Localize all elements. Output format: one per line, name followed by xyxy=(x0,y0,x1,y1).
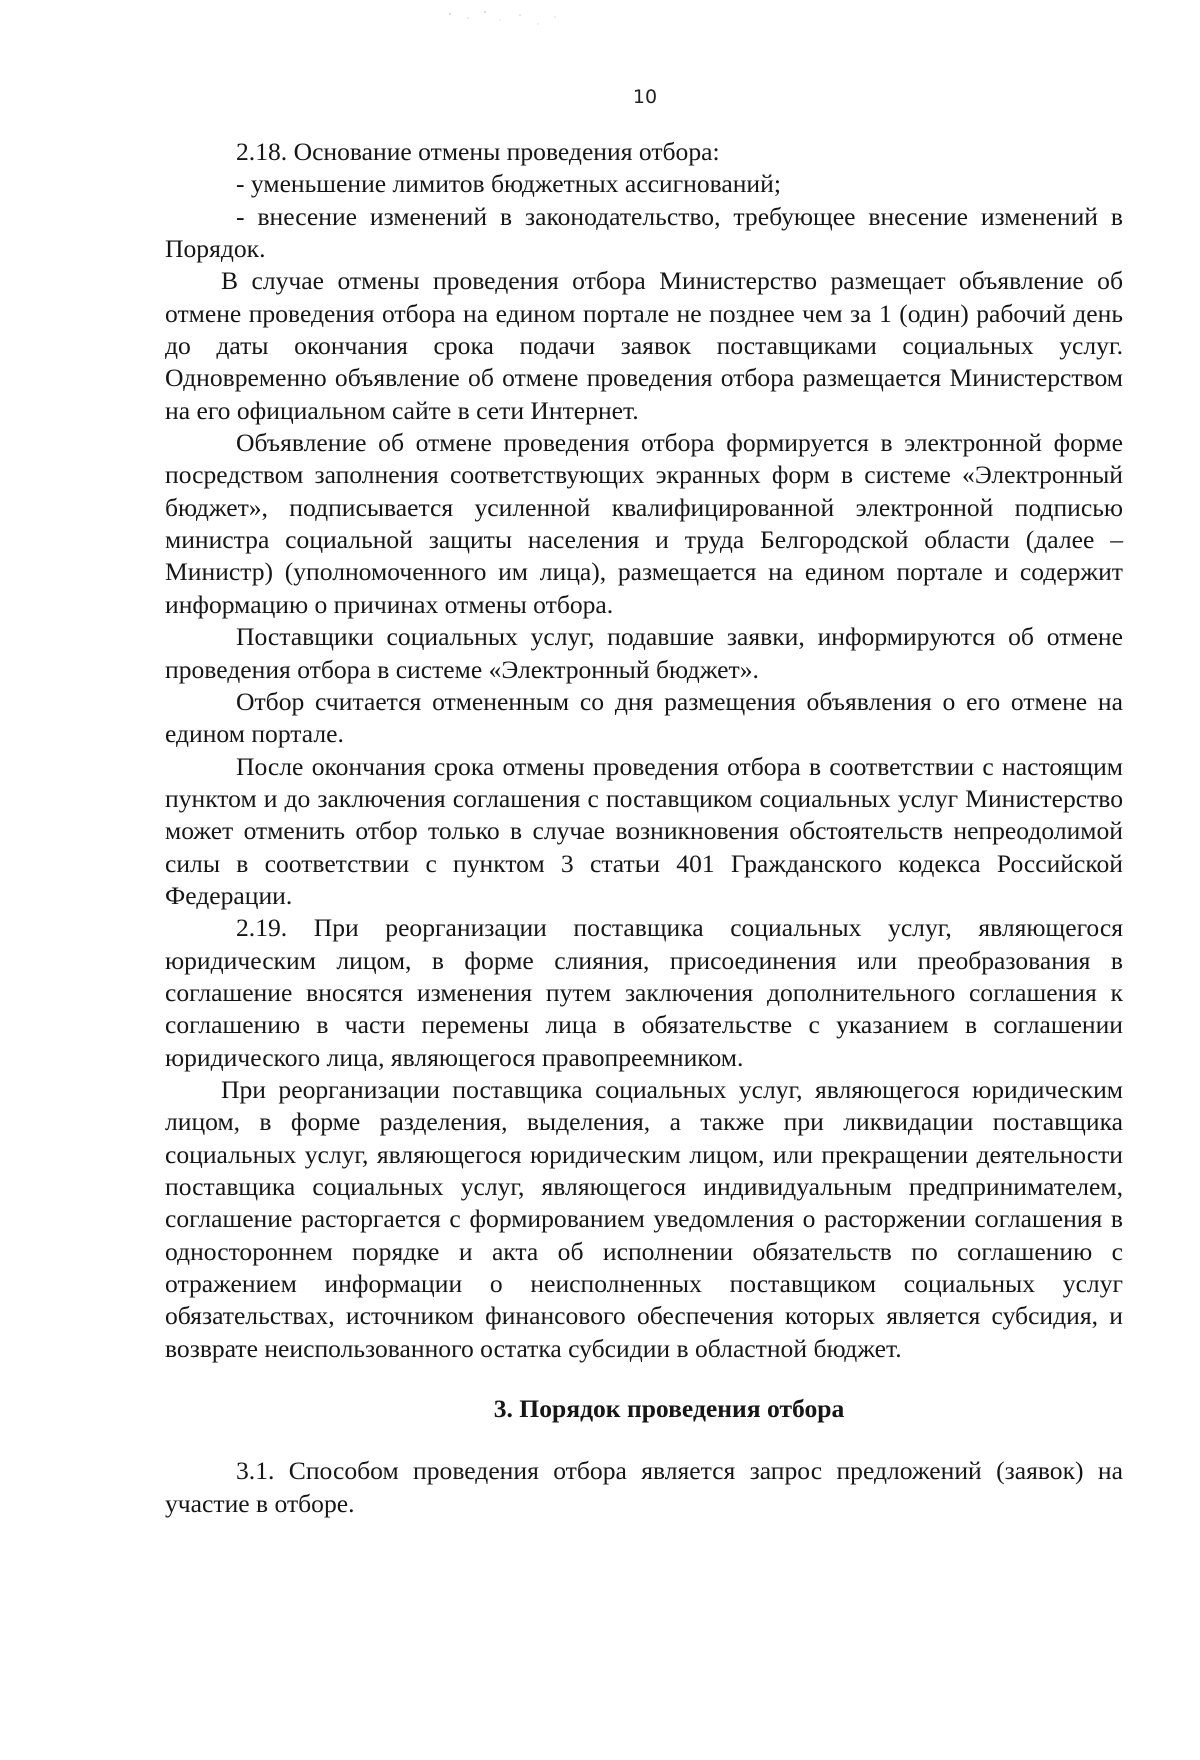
paragraph-reorganization: При реорганизации поставщика социальных услуг, являющегося юридическим лицом, в форме разделения, выделения, а также при ликвидации поставщика социальных услуг, являющегося юридическим лицом, или прекращении деятельности поставщика социальных услуг, являющегося индивидуальным предпринимателем, соглашение расторгается с формированием уведомления о расторжении соглашения в одностороннем порядке и акта об исполнении обязательств по соглашению с отражением информации о неисполненных поставщиком социальных услуг обязательствах, источником финансового обеспечения которых является субсидия, и возврате неиспользованного остатка субсидии в областной бюджет. xyxy=(165,1074,1123,1363)
scan-noise-marks xyxy=(440,6,580,34)
paragraph-2-19: 2.19. При реорганизации поставщика социальных услуг, являющегося юридическим лицом, в форме слияния, присоединения или преобразования в соглашение вносятся изменения путем заключения дополнительного соглашения к соглашению в части перемены лица в обязательстве с указанием в соглашении юридического лица, являющегося правопреемником. xyxy=(165,913,1123,1072)
paragraph-cancellation-announcement: В случае отмены проведения отбора Министерство размещает объявление об отмене проведения отбора на едином портале не позднее чем за 1 (один) рабочий день до даты окончания срока подачи заявок поставщиками социальных услуг. Одновременно объявление об отмене проведения отбора размещается Министерством на его официальном сайте в сети Интернет. xyxy=(165,266,1123,425)
paragraph-3-1: 3.1. Способом проведения отбора является запрос предложений (заявок) на участие в отборе. xyxy=(165,1456,1123,1518)
paragraph-cancelled-date: Отбор считается отмененным со дня размещения объявления о его отмене на едином портале. xyxy=(165,686,1123,749)
list-item-limits: - уменьшение лимитов бюджетных ассигнований; xyxy=(236,169,781,199)
list-item-legislation: - внесение изменений в законодательство, требующее внесение изменений в Порядок. xyxy=(165,201,1123,264)
document-body xyxy=(165,136,1123,1520)
paragraph-force-majeure: После окончания срока отмены проведения отбора в соответствии с настоящим пунктом и до заключения соглашения с поставщиком социальных услуг Министерство может отменить отбор только в случае возникновения обстоятельств непреодолимой силы в соответствии с пунктом 3 статьи 401 Гражданского кодекса Российской Федерации. xyxy=(165,751,1123,910)
section-heading: 3. Порядок проведения отбора xyxy=(493,1394,845,1424)
page-number: 10 xyxy=(632,86,658,108)
paragraph-2-18: 2.18. Основание отмены проведения отбора: xyxy=(236,137,720,166)
paragraph-electronic-form: Объявление об отмене проведения отбора формируется в электронной форме посредством заполнения соответствующих экранных форм в системе «Электронный бюджет», подписывается усиленной квалифицированной электронной подписью министра социальной защиты населения и труда Белгородской области (далее – Министр) (уполномоченного им лица), размещается на едином портале и содержит информацию о причинах отмены отбора. xyxy=(165,428,1123,619)
paragraph-suppliers-informed: Поставщики социальных услуг, подавшие заявки, информируются об отмене проведения отбора в системе «Электронный бюджет». xyxy=(165,622,1123,684)
